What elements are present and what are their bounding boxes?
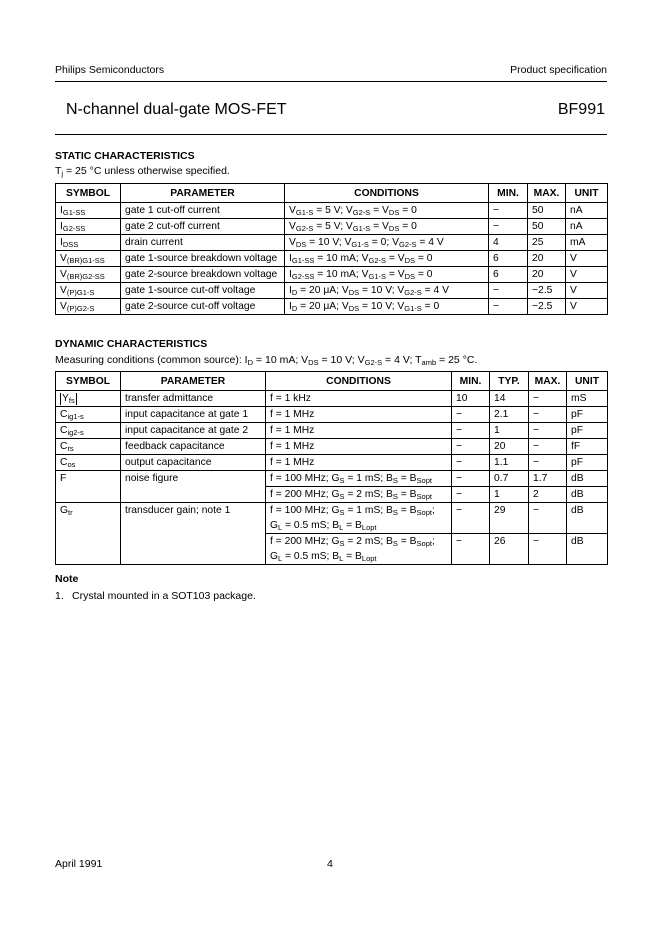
- table-row: [56, 235, 608, 251]
- unit-cell: pF: [567, 423, 608, 439]
- static-heading: STATIC CHARACTERISTICS: [55, 150, 195, 162]
- min-cell: 6: [489, 267, 528, 283]
- part-number: BF991: [557, 101, 605, 118]
- conditions-cell: $V_{G2-S} = 5$ V; $V_{G1-S} = V_{DS} = 0$: [285, 219, 489, 235]
- unit-cell: mS: [567, 391, 608, 407]
- unit-cell: nA: [566, 203, 608, 219]
- typ-cell: 1.1: [490, 455, 529, 471]
- column-header: TYP.: [490, 372, 529, 391]
- footer-date: April 1991: [55, 858, 103, 870]
- max-cell: 20: [528, 267, 566, 283]
- parameter-cell: gate 2 cut-off current: [121, 219, 285, 235]
- min-cell: −: [452, 423, 490, 439]
- symbol-cell: $C_{rs}$: [56, 439, 121, 455]
- max-cell: −: [529, 423, 567, 439]
- conditions-cell: f = 1 MHz: [266, 407, 452, 423]
- header-rule: [55, 81, 607, 82]
- column-header: MIN.: [489, 184, 528, 203]
- unit-cell: dB: [567, 471, 608, 487]
- table-row: [56, 439, 608, 455]
- symbol-cell: $I_{G2-SS}$: [56, 219, 121, 235]
- symbol-cell: $Y_{fs}$: [56, 391, 121, 407]
- min-cell: −: [452, 503, 490, 534]
- symbol-cell: F: [56, 471, 121, 503]
- conditions-cell: f = 1 MHz: [266, 423, 452, 439]
- max-cell: 50: [528, 203, 566, 219]
- parameter-cell: feedback capacitance: [121, 439, 266, 455]
- note-heading: Note: [55, 573, 79, 585]
- column-header: MAX.: [529, 372, 567, 391]
- max-cell: 20: [528, 251, 566, 267]
- table-row: [56, 391, 608, 407]
- parameter-cell: noise figure: [121, 471, 266, 503]
- table-row: [56, 407, 608, 423]
- unit-cell: V: [566, 283, 608, 299]
- max-cell: −: [529, 439, 567, 455]
- column-header: SYMBOL: [56, 372, 121, 391]
- min-cell: −: [452, 455, 490, 471]
- min-cell: −: [452, 439, 490, 455]
- conditions-cell: $I_{G2-SS} = 10$ mA; $V_{G1-S} = V_{DS} = 0$: [285, 267, 489, 283]
- conditions-cell: f = 100 MHz; $G_S = 1$ mS; $B_S = B_{Sopt}$; $G_L = 0.5$ mS; $B_L = B_{Lopt}$: [266, 503, 452, 534]
- typ-cell: 2.1: [490, 407, 529, 423]
- column-header: UNIT: [566, 184, 608, 203]
- table-row: [56, 251, 608, 267]
- max-cell: −: [529, 391, 567, 407]
- parameter-cell: input capacitance at gate 2: [121, 423, 266, 439]
- conditions-cell: f = 200 MHz; $G_S = 2$ mS; $B_S = B_{Sopt}$; $G_L = 0.5$ mS; $B_L = B_{Lopt}$: [266, 534, 452, 565]
- static-subheading: $T_j = 25$ °C unless otherwise specified.: [55, 165, 230, 178]
- min-cell: 6: [489, 251, 528, 267]
- max-cell: −: [529, 455, 567, 471]
- typ-cell: 29: [490, 503, 529, 534]
- column-header: MAX.: [528, 184, 566, 203]
- parameter-cell: gate 1 cut-off current: [121, 203, 285, 219]
- max-cell: 2: [529, 487, 567, 503]
- note-1: 1. Crystal mounted in a SOT103 package.: [55, 590, 256, 602]
- conditions-cell: f = 100 MHz; $G_S = 1$ mS; $B_S = B_{Sopt}$: [266, 471, 452, 487]
- parameter-cell: input capacitance at gate 1: [121, 407, 266, 423]
- symbol-cell: $C_{os}$: [56, 455, 121, 471]
- table-row: [56, 423, 608, 439]
- typ-cell: 1: [490, 487, 529, 503]
- symbol-cell: $V_{(BR)G1-SS}$: [56, 251, 121, 267]
- table-row: [56, 503, 608, 534]
- max-cell: −: [529, 407, 567, 423]
- min-cell: −: [489, 283, 528, 299]
- table-row: [56, 471, 608, 487]
- conditions-cell: f = 200 MHz; $G_S = 2$ mS; $B_S = B_{Sopt}$: [266, 487, 452, 503]
- symbol-cell: $C_{ig1-s}$: [56, 407, 121, 423]
- max-cell: −: [529, 503, 567, 534]
- dynamic-subheading: Measuring conditions (common source): $I_D = 10$ mA; $V_{DS} = 10$ V; $V_{G2-S} = 4$ V; $T_{amb} = 25$ °C.: [55, 354, 478, 367]
- conditions-cell: $I_{G1-SS} = 10$ mA; $V_{G2-S} = V_{DS} = 0$: [285, 251, 489, 267]
- column-header: PARAMETER: [121, 372, 266, 391]
- unit-cell: mA: [566, 235, 608, 251]
- min-cell: −: [452, 471, 490, 487]
- conditions-cell: f = 1 MHz: [266, 455, 452, 471]
- min-cell: −: [489, 299, 528, 315]
- document-type: Product specification: [510, 64, 607, 76]
- max-cell: 25: [528, 235, 566, 251]
- symbol-cell: $V_{(BR)G2-SS}$: [56, 267, 121, 283]
- min-cell: −: [489, 203, 528, 219]
- min-cell: −: [452, 534, 490, 565]
- title-rule: [55, 134, 607, 135]
- table-row: [56, 455, 608, 471]
- parameter-cell: transducer gain; note 1: [121, 503, 266, 565]
- typ-cell: 14: [490, 391, 529, 407]
- table-row: [56, 299, 608, 315]
- conditions-cell: f = 1 kHz: [266, 391, 452, 407]
- column-header: CONDITIONS: [266, 372, 452, 391]
- max-cell: 1.7: [529, 471, 567, 487]
- column-header: SYMBOL: [56, 184, 121, 203]
- column-header: UNIT: [567, 372, 608, 391]
- symbol-cell: $V_{(P)G1-S}$: [56, 283, 121, 299]
- unit-cell: V: [566, 251, 608, 267]
- typ-cell: 1: [490, 423, 529, 439]
- min-cell: −: [452, 407, 490, 423]
- page-number: 4: [327, 858, 333, 870]
- typ-cell: 26: [490, 534, 529, 565]
- typ-cell: 20: [490, 439, 529, 455]
- conditions-cell: $V_{G1-S} = 5$ V; $V_{G2-S} = V_{DS} = 0$: [285, 203, 489, 219]
- typ-cell: 0.7: [490, 471, 529, 487]
- max-cell: −2.5: [528, 283, 566, 299]
- max-cell: −: [529, 534, 567, 565]
- conditions-cell: $I_D = 20$ μA; $V_{DS} = 10$ V; $V_{G2-S} = 4$ V: [285, 283, 489, 299]
- unit-cell: dB: [567, 487, 608, 503]
- symbol-cell: $C_{ig2-s}$: [56, 423, 121, 439]
- conditions-cell: $I_D = 20$ μA; $V_{DS} = 10$ V; $V_{G1-S} = 0$: [285, 299, 489, 315]
- symbol-cell: $V_{(P)G2-S}$: [56, 299, 121, 315]
- conditions-cell: $V_{DS} = 10$ V; $V_{G1-S} = 0$; $V_{G2-S} = 4$ V: [285, 235, 489, 251]
- column-header: CONDITIONS: [285, 184, 489, 203]
- parameter-cell: gate 2-source cut-off voltage: [121, 299, 285, 315]
- unit-cell: nA: [566, 219, 608, 235]
- column-header: PARAMETER: [121, 184, 285, 203]
- table-row: [56, 267, 608, 283]
- symbol-cell: $G_{tr}$: [56, 503, 121, 565]
- parameter-cell: drain current: [121, 235, 285, 251]
- parameter-cell: transfer admittance: [121, 391, 266, 407]
- parameter-cell: output capacitance: [121, 455, 266, 471]
- table-row: [56, 203, 608, 219]
- min-cell: −: [452, 487, 490, 503]
- unit-cell: dB: [567, 503, 608, 534]
- table-row: [56, 219, 608, 235]
- static-characteristics-table: [55, 183, 608, 315]
- parameter-cell: gate 2-source breakdown voltage: [121, 267, 285, 283]
- symbol-cell: $I_{DSS}$: [56, 235, 121, 251]
- unit-cell: V: [566, 299, 608, 315]
- min-cell: −: [489, 219, 528, 235]
- dynamic-characteristics-table: [55, 371, 608, 565]
- conditions-cell: f = 1 MHz: [266, 439, 452, 455]
- min-cell: 10: [452, 391, 490, 407]
- dynamic-heading: DYNAMIC CHARACTERISTICS: [55, 338, 208, 350]
- company-name: Philips Semiconductors: [55, 64, 165, 76]
- table-row: [56, 283, 608, 299]
- max-cell: −2.5: [528, 299, 566, 315]
- unit-cell: pF: [567, 455, 608, 471]
- max-cell: 50: [528, 219, 566, 235]
- parameter-cell: gate 1-source breakdown voltage: [121, 251, 285, 267]
- device-title: N-channel dual-gate MOS-FET: [66, 101, 287, 118]
- min-cell: 4: [489, 235, 528, 251]
- unit-cell: pF: [567, 407, 608, 423]
- parameter-cell: gate 1-source cut-off voltage: [121, 283, 285, 299]
- symbol-cell: $I_{G1-SS}$: [56, 203, 121, 219]
- unit-cell: fF: [567, 439, 608, 455]
- column-header: MIN.: [452, 372, 490, 391]
- unit-cell: V: [566, 267, 608, 283]
- unit-cell: dB: [567, 534, 608, 565]
